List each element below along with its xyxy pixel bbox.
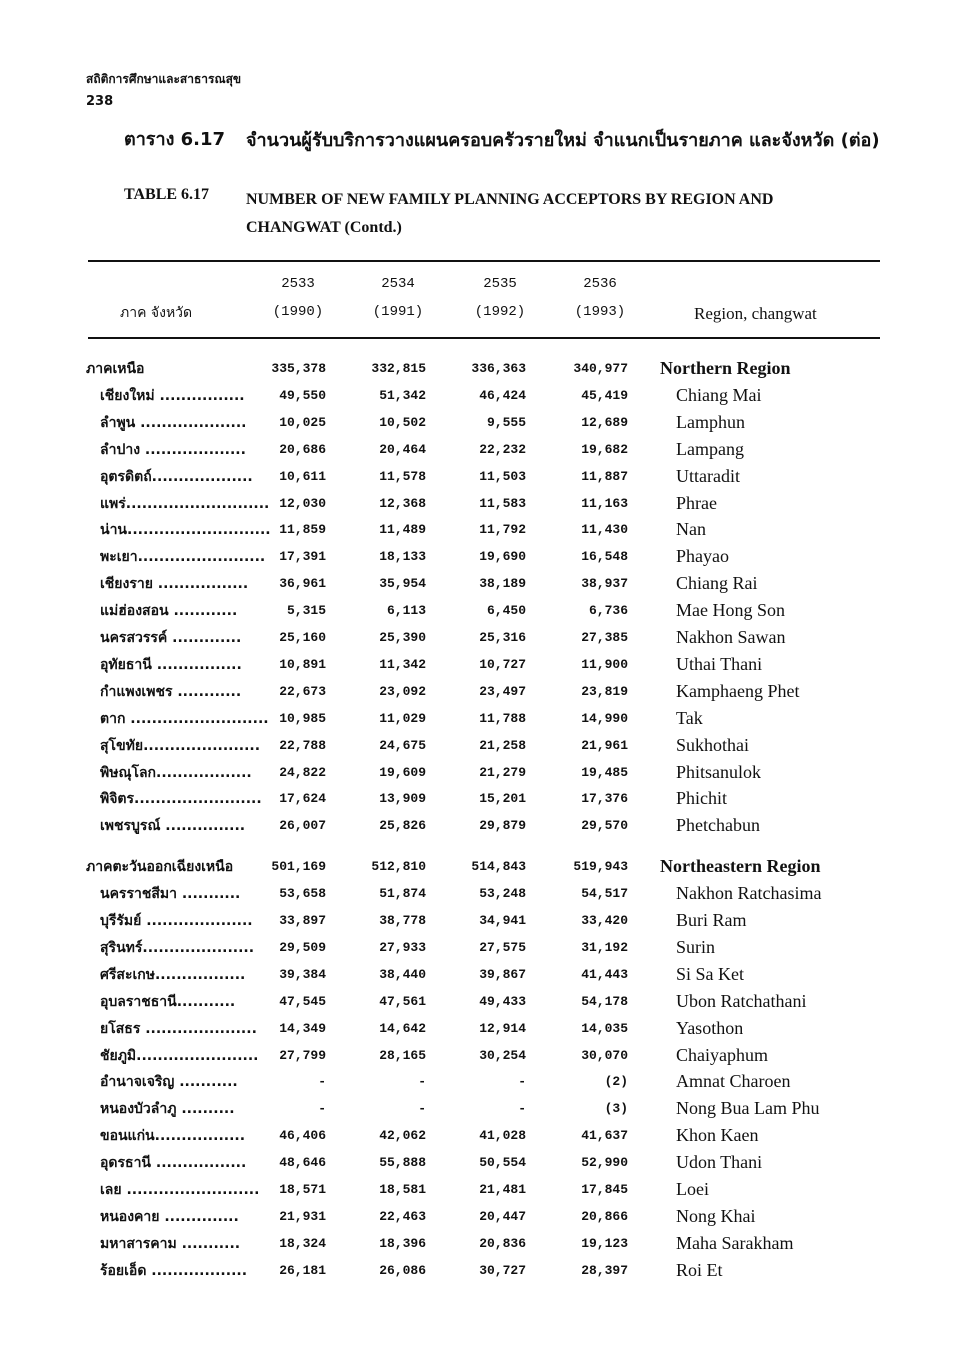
value-cell-1: 14,349: [279, 1020, 326, 1036]
table-row: [0, 437, 966, 464]
value-cell-2: 18,581: [379, 1182, 426, 1197]
column-year-ce-1: (1990): [272, 304, 324, 320]
value-cell-2: 22,463: [379, 1208, 426, 1224]
value-cell-1: 36,961: [279, 576, 326, 592]
value-cell-1: 27,799: [279, 1047, 326, 1063]
table-row: [0, 1123, 966, 1150]
changwat-name-english: Nakhon Ratchasima: [676, 883, 822, 904]
changwat-name-english: Buri Ram: [676, 910, 747, 930]
value-cell-2: -: [418, 1074, 426, 1090]
value-cell-1: -: [318, 1101, 326, 1117]
value-cell-4: 27,385: [581, 630, 628, 645]
changwat-name-english: Surin: [676, 936, 716, 957]
value-cell-3: 25,316: [479, 630, 526, 645]
value-cell-4: 11,900: [581, 656, 628, 672]
table-caption-thai: จำนวนผู้รับบริการวางแผนครอบครัวรายใหม่ จำแนกเป็นรายภาค และจังหวัด (ต่อ): [246, 130, 880, 151]
changwat-name-english: Kamphaeng Phet: [676, 680, 800, 701]
changwat-name-english: Tak: [676, 707, 703, 728]
value-cell-3: 21,258: [479, 737, 526, 753]
value-cell-1: 22,788: [279, 737, 326, 753]
value-cell-2: 20,464: [379, 441, 426, 457]
value-cell-4: 11,163: [581, 495, 628, 511]
value-cell-1: 49,550: [279, 387, 326, 403]
table-row: [0, 679, 966, 706]
changwat-name-thai: มหาสารคาม ...........: [100, 1235, 241, 1252]
value-cell-1: 39,384: [279, 966, 326, 982]
changwat-name-thai: อุตรดิตถ์...................: [100, 468, 253, 485]
value-cell-1: 10,611: [279, 468, 326, 484]
value-cell-4: 54,178: [581, 993, 628, 1009]
value-cell-3: 29,879: [479, 818, 526, 834]
value-cell-2: 13,909: [379, 791, 426, 807]
value-cell-4: 45,419: [581, 387, 628, 403]
value-cell-4: 19,485: [581, 764, 628, 780]
table-row: [0, 989, 966, 1016]
table-row: [0, 1204, 966, 1231]
changwat-name-thai: หนองคาย ..............: [100, 1208, 239, 1225]
value-cell-4: 519,943: [573, 859, 628, 875]
value-cell-2: 11,029: [379, 710, 426, 726]
value-cell-4: 54,517: [581, 886, 628, 902]
column-header-thai: ภาค จังหวัด: [120, 305, 193, 321]
value-cell-1: 29,509: [279, 939, 326, 955]
region-name-english: Northeastern Region: [660, 856, 821, 877]
value-cell-1: 22,673: [279, 683, 326, 699]
value-cell-2: 28,165: [379, 1047, 426, 1063]
value-cell-4: 38,937: [581, 576, 628, 592]
table-row: [0, 1096, 966, 1123]
value-cell-3: 20,836: [479, 1235, 526, 1251]
value-cell-4: 11,887: [581, 468, 628, 484]
value-cell-3: 11,583: [479, 495, 526, 511]
value-cell-1: 53,658: [279, 886, 326, 902]
value-cell-1: 26,181: [279, 1262, 326, 1278]
table-row: [0, 908, 966, 935]
region-row: [0, 854, 966, 881]
value-cell-2: 51,342: [379, 387, 426, 403]
value-cell-3: 50,554: [479, 1155, 526, 1171]
changwat-name-thai: พิษณุโลก..................: [100, 764, 252, 781]
changwat-name-english: Nan: [676, 519, 706, 540]
region-row: [0, 356, 966, 383]
table-row: [0, 1231, 966, 1258]
changwat-name-english: Si Sa Ket: [676, 963, 745, 984]
column-year-ce-4: (1993): [574, 304, 626, 320]
table-row: [0, 935, 966, 962]
changwat-name-thai: ยโสธร .....................: [100, 1020, 257, 1037]
table-row: [0, 962, 966, 989]
table-row: [0, 1177, 966, 1204]
value-cell-2: 25,390: [379, 630, 426, 645]
changwat-name-english: Yasothon: [676, 1017, 744, 1038]
changwat-name-english: Uttaradit: [676, 465, 740, 486]
changwat-name-thai: ขอนแก่น.................: [100, 1128, 246, 1145]
changwat-name-thai: กำแพงเพชร ............: [100, 683, 242, 700]
value-cell-1: 48,646: [279, 1155, 326, 1171]
table-row: [0, 571, 966, 598]
column-year-ce-3: (1992): [474, 304, 526, 320]
table-row: [0, 464, 966, 491]
value-cell-1: -: [318, 1074, 326, 1090]
value-cell-3: 21,279: [479, 764, 526, 780]
value-cell-4: 17,845: [581, 1182, 628, 1197]
changwat-name-thai: น่าน...........................: [100, 522, 271, 539]
region-name-english: Northern Region: [660, 358, 791, 378]
changwat-name-thai: อุบลราชธานี...........: [100, 993, 236, 1010]
changwat-name-thai: อุดรธานี .................: [100, 1155, 247, 1172]
table-row: [0, 1069, 966, 1096]
value-cell-1: 46,406: [279, 1128, 326, 1144]
running-header: สถิติการศึกษาและสาธารณสุข: [86, 72, 242, 86]
changwat-name-thai: ศรีสะเกษ.................: [100, 966, 246, 983]
table-row: [0, 760, 966, 787]
changwat-name-thai: บุรีรัมย์ ....................: [100, 913, 253, 929]
changwat-name-thai: เชียงใหม่ ................: [100, 387, 245, 404]
changwat-name-thai: สุรินทร์.....................: [100, 939, 255, 956]
changwat-name-thai: นครราชสีมา ...........: [100, 886, 241, 903]
changwat-name-english: Loei: [676, 1179, 709, 1199]
table-caption-english: NUMBER OF NEW FAMILY PLANNING ACCEPTORS BY REGION AND CHANGWAT (Contd.): [246, 191, 774, 236]
value-cell-1: 17,391: [279, 549, 326, 565]
value-cell-1: 17,624: [279, 791, 326, 807]
changwat-name-english: Sukhothai: [676, 734, 750, 755]
changwat-name-english: Phrae: [676, 492, 717, 513]
value-cell-3: 21,481: [479, 1182, 526, 1197]
value-cell-3: 12,914: [479, 1020, 526, 1036]
value-cell-3: 19,690: [479, 549, 526, 565]
value-cell-2: 11,578: [379, 468, 426, 484]
value-cell-2: 35,954: [379, 576, 426, 592]
changwat-name-thai: อำนาจเจริญ ...........: [100, 1074, 238, 1091]
value-cell-1: 10,985: [279, 710, 326, 726]
value-cell-3: 46,424: [479, 387, 526, 403]
value-cell-2: 38,778: [379, 913, 426, 928]
value-cell-4: 41,637: [581, 1128, 628, 1144]
value-cell-1: 47,545: [279, 993, 326, 1009]
value-cell-2: 19,609: [379, 764, 426, 780]
value-cell-4: 41,443: [581, 966, 628, 982]
changwat-name-thai: พะเยา........................: [100, 549, 266, 566]
value-cell-2: 23,092: [379, 683, 426, 699]
value-cell-2: 38,440: [379, 966, 426, 982]
value-cell-1: 10,025: [279, 414, 326, 430]
changwat-name-english: Udon Thani: [676, 1152, 763, 1173]
changwat-name-thai: ร้อยเอ็ด ..................: [100, 1262, 248, 1279]
value-cell-3: 11,788: [479, 710, 526, 726]
table-row: [0, 786, 966, 813]
value-cell-3: 30,254: [479, 1047, 526, 1063]
value-cell-2: 47,561: [379, 993, 426, 1009]
value-cell-2: 26,086: [379, 1262, 426, 1278]
changwat-name-english: Roi Et: [676, 1259, 723, 1280]
changwat-name-thai: แพร่...........................: [100, 495, 270, 512]
table-row: [0, 1258, 966, 1285]
changwat-name-thai: เลย .........................: [100, 1182, 260, 1198]
table-row: [0, 706, 966, 733]
value-cell-3: 11,503: [479, 468, 526, 484]
value-cell-1: 5,315: [286, 603, 326, 619]
value-cell-3: 514,843: [471, 859, 526, 875]
value-cell-4: 16,548: [581, 549, 628, 565]
table-row: [0, 1016, 966, 1043]
column-year-be-2: 2534: [381, 276, 415, 292]
value-cell-1: 501,169: [271, 859, 326, 875]
changwat-name-english: Phitsanulok: [676, 761, 762, 782]
value-cell-2: 42,062: [379, 1128, 426, 1144]
value-cell-2: 24,675: [379, 737, 426, 753]
table-row: [0, 813, 966, 840]
value-cell-2: 55,888: [379, 1155, 426, 1171]
table-row: [0, 652, 966, 679]
value-cell-2: 18,396: [379, 1235, 426, 1251]
value-cell-1: 11,859: [279, 522, 326, 538]
value-cell-3: -: [518, 1101, 526, 1117]
value-cell-3: 9,555: [486, 414, 526, 430]
value-cell-2: 51,874: [379, 886, 426, 902]
value-cell-4: 6,736: [588, 603, 628, 619]
table-row: [0, 544, 966, 571]
value-cell-3: 49,433: [479, 993, 526, 1009]
table-row: [0, 491, 966, 518]
value-cell-3: 53,248: [479, 886, 526, 902]
value-cell-4: 33,420: [581, 913, 628, 928]
changwat-name-english: Maha Sarakham: [676, 1232, 794, 1253]
value-cell-2: 12,368: [379, 495, 426, 511]
table-row: [0, 517, 966, 544]
value-cell-1: 24,822: [279, 764, 326, 780]
value-cell-3: 23,497: [479, 683, 526, 699]
changwat-name-thai: หนองบัวลำภู ..........: [100, 1101, 235, 1118]
value-cell-3: 39,867: [479, 966, 526, 982]
changwat-name-thai: ชัยภูมิ.......................: [100, 1047, 259, 1064]
changwat-name-english: Amnat Charoen: [676, 1071, 791, 1092]
changwat-name-thai: ลำพูน ....................: [100, 414, 247, 431]
table-row: [0, 598, 966, 625]
value-cell-3: 22,232: [479, 441, 526, 457]
value-cell-3: 10,727: [479, 656, 526, 672]
value-cell-4: 31,192: [581, 939, 628, 955]
column-year-be-1: 2533: [281, 276, 315, 292]
changwat-name-english: Chiang Rai: [676, 573, 758, 594]
region-name-thai: ภาคเหนือ: [86, 361, 145, 377]
value-cell-4: 14,035: [581, 1020, 628, 1036]
value-cell-2: 25,826: [379, 818, 426, 834]
table-row: [0, 733, 966, 760]
value-cell-1: 25,160: [279, 630, 326, 645]
changwat-name-thai: แม่ฮ่องสอน ............: [100, 603, 238, 620]
changwat-name-english: Nong Khai: [676, 1205, 756, 1226]
column-year-be-4: 2536: [583, 276, 617, 292]
changwat-name-thai: ตาก ..........................: [100, 710, 269, 727]
value-cell-4: 17,376: [581, 791, 628, 807]
changwat-name-english: Mae Hong Son: [676, 600, 785, 621]
value-cell-2: 332,815: [371, 361, 426, 376]
value-cell-4: 12,689: [581, 414, 628, 430]
changwat-name-thai: ลำปาง ...................: [100, 441, 246, 458]
value-cell-3: 41,028: [479, 1128, 526, 1144]
changwat-name-english: Phetchabun: [676, 815, 760, 836]
value-cell-4: 30,070: [581, 1047, 628, 1063]
changwat-name-english: Lamphun: [676, 411, 745, 432]
value-cell-3: 38,189: [479, 576, 526, 592]
value-cell-4: 14,990: [581, 710, 628, 726]
value-cell-1: 26,007: [279, 818, 326, 834]
changwat-name-thai: เพชรบูรณ์ ...............: [100, 818, 246, 835]
value-cell-1: 20,686: [279, 441, 326, 457]
value-cell-2: 27,933: [379, 939, 426, 955]
changwat-name-english: Phichit: [676, 788, 728, 809]
value-cell-4: (3): [604, 1101, 628, 1117]
value-cell-4: 340,977: [573, 361, 628, 376]
value-cell-1: 33,897: [279, 913, 326, 928]
value-cell-4: 19,123: [581, 1235, 628, 1251]
value-cell-3: -: [518, 1074, 526, 1090]
value-cell-4: 19,682: [581, 441, 628, 457]
column-header-english: Region, changwat: [694, 304, 817, 323]
value-cell-1: 18,571: [279, 1182, 326, 1197]
value-cell-2: 18,133: [379, 549, 426, 565]
changwat-name-english: Khon Kaen: [676, 1125, 759, 1146]
value-cell-3: 15,201: [479, 791, 526, 807]
table-row: [0, 881, 966, 908]
changwat-name-thai: นครสวรรค์ .............: [100, 630, 242, 646]
table-row: [0, 383, 966, 410]
value-cell-4: 20,866: [581, 1208, 628, 1224]
value-cell-2: -: [418, 1101, 426, 1117]
value-cell-2: 10,502: [379, 414, 426, 430]
value-cell-4: 52,990: [581, 1155, 628, 1171]
changwat-name-english: Nong Bua Lam Phu: [676, 1098, 820, 1119]
value-cell-3: 34,941: [479, 913, 526, 928]
changwat-name-thai: อุทัยธานี ................: [100, 656, 242, 673]
column-year-ce-2: (1991): [372, 304, 424, 320]
value-cell-4: 11,430: [581, 522, 628, 538]
changwat-name-thai: เชียงราย .................: [100, 576, 249, 593]
value-cell-3: 20,447: [479, 1208, 526, 1224]
changwat-name-thai: สุโขทัย......................: [100, 737, 261, 754]
value-cell-1: 21,931: [279, 1208, 326, 1224]
changwat-name-thai: พิจิตร........................: [100, 791, 262, 808]
changwat-name-english: Chaiyaphum: [676, 1044, 768, 1065]
value-cell-4: 23,819: [581, 683, 628, 699]
value-cell-2: 6,113: [386, 603, 426, 619]
value-cell-3: 336,363: [471, 361, 526, 376]
page-number: 238: [86, 94, 114, 109]
value-cell-1: 335,378: [271, 361, 326, 376]
value-cell-4: 21,961: [581, 737, 628, 753]
changwat-name-english: Nakhon Sawan: [676, 627, 786, 647]
column-year-be-3: 2535: [483, 276, 517, 292]
value-cell-3: 30,727: [479, 1262, 526, 1278]
value-cell-1: 10,891: [279, 656, 326, 672]
changwat-name-english: Lampang: [676, 438, 744, 459]
table-label-english: TABLE 6.17: [124, 186, 210, 203]
table-row: [0, 1043, 966, 1070]
changwat-name-english: Phayao: [676, 546, 729, 567]
value-cell-4: 29,570: [581, 818, 628, 834]
table-label-thai: ตาราง 6.17: [124, 129, 226, 150]
table-row: [0, 410, 966, 437]
value-cell-3: 11,792: [479, 522, 526, 538]
value-cell-2: 11,489: [379, 522, 426, 538]
value-cell-2: 14,642: [379, 1020, 426, 1036]
value-cell-4: 28,397: [581, 1262, 628, 1278]
value-cell-2: 11,342: [379, 656, 426, 672]
region-name-thai: ภาคตะวันออกเฉียงเหนือ: [86, 859, 234, 876]
value-cell-3: 6,450: [486, 603, 526, 619]
value-cell-2: 512,810: [371, 859, 426, 875]
table-row: [0, 1150, 966, 1177]
changwat-name-english: Chiang Mai: [676, 384, 762, 405]
value-cell-3: 27,575: [479, 939, 526, 955]
value-cell-4: (2): [604, 1074, 628, 1090]
value-cell-1: 12,030: [279, 495, 326, 511]
changwat-name-english: Uthai Thani: [676, 653, 763, 674]
table-row: [0, 625, 966, 652]
changwat-name-english: Ubon Ratchathani: [676, 990, 807, 1011]
value-cell-1: 18,324: [279, 1235, 326, 1251]
